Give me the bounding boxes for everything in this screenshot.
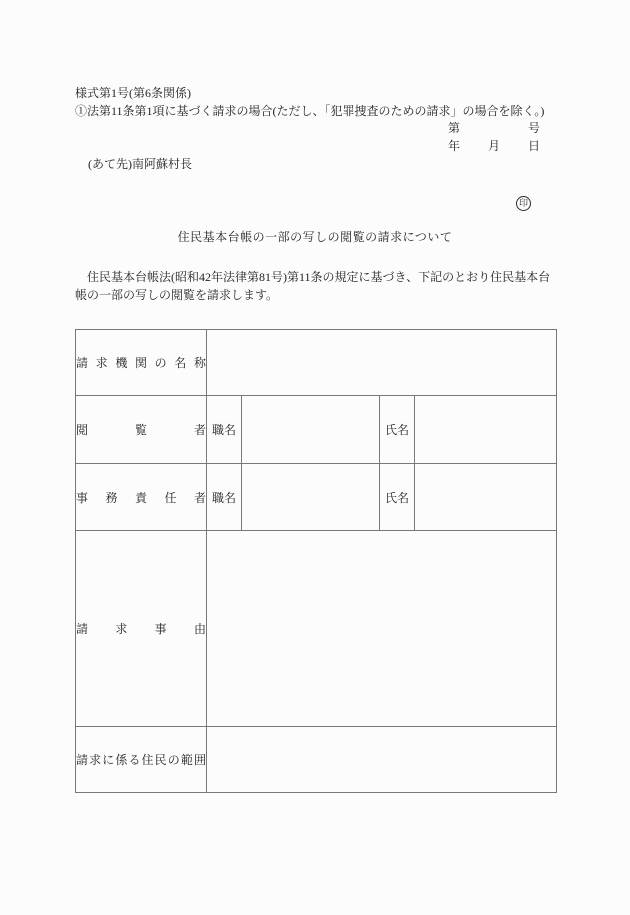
body-paragraph <box>75 268 550 304</box>
viewer-jobtitle-label: 職名 <box>207 396 242 464</box>
field-viewer-name <box>415 396 557 464</box>
date-day-label: 日 <box>527 139 540 153</box>
date-month-label: 月 <box>487 139 500 153</box>
field-clerk-name <box>415 464 557 531</box>
date-line <box>448 137 540 155</box>
seal-icon: 印 <box>516 196 531 211</box>
case-note: ①法第11条第1項に基づく請求の場合(ただし、「犯罪捜査のための請求」の場合を除く。) <box>75 104 545 118</box>
clerk-jobtitle-label: 職名 <box>207 464 242 531</box>
field-viewer-jobtitle <box>242 396 380 464</box>
row-label-clerk: 事 務 責 任 者 <box>76 490 206 505</box>
table-row-agency <box>76 330 557 396</box>
form-header <box>75 84 544 120</box>
table-row-clerk <box>76 464 557 531</box>
doc-meta <box>448 119 540 155</box>
clerk-name-label: 氏名 <box>380 464 415 531</box>
table-row-reason <box>76 531 557 727</box>
date-year-label: 年 <box>448 139 461 153</box>
label-cell-reason <box>76 531 207 727</box>
addressee: (あて先)南阿蘇村長 <box>88 157 192 171</box>
doc-number-line <box>448 119 540 137</box>
row-label-viewer: 閲 覧 者 <box>76 423 206 437</box>
field-reason <box>207 531 557 727</box>
row-label-resident-scope: 請 求 に 係 る 住 民 の 範 囲 <box>76 753 206 767</box>
document-title: 住民基本台帳の一部の写しの閲覧の請求について <box>177 230 453 244</box>
table-row-resident-scope <box>76 727 557 793</box>
field-agency-name <box>207 330 557 396</box>
field-resident-scope <box>207 727 557 793</box>
label-cell-agency-name <box>76 330 207 396</box>
request-table <box>75 329 557 793</box>
row-label-agency-name: 請 求 機 関 の 名 称 <box>76 356 206 370</box>
body-line-2: 帳の一部の写しの閲覧を請求します。 <box>75 288 279 302</box>
table-row-viewer <box>76 396 557 464</box>
body-line-1: 住民基本台帳法(昭和42年法律第81号)第11条の規定に基づき、下記のとおり住民基本台 <box>75 270 551 284</box>
doc-number-suffix: 号 <box>527 121 540 135</box>
row-label-reason: 請 求 事 由 <box>76 622 206 636</box>
form-code: 様式第1号(第6条関係) <box>75 86 191 100</box>
viewer-name-label: 氏名 <box>380 396 415 464</box>
field-clerk-jobtitle <box>242 464 380 531</box>
label-cell-resident-scope <box>76 727 207 793</box>
doc-number-prefix: 第 <box>448 121 461 135</box>
label-cell-clerk <box>76 464 207 531</box>
label-cell-viewer <box>76 396 207 464</box>
